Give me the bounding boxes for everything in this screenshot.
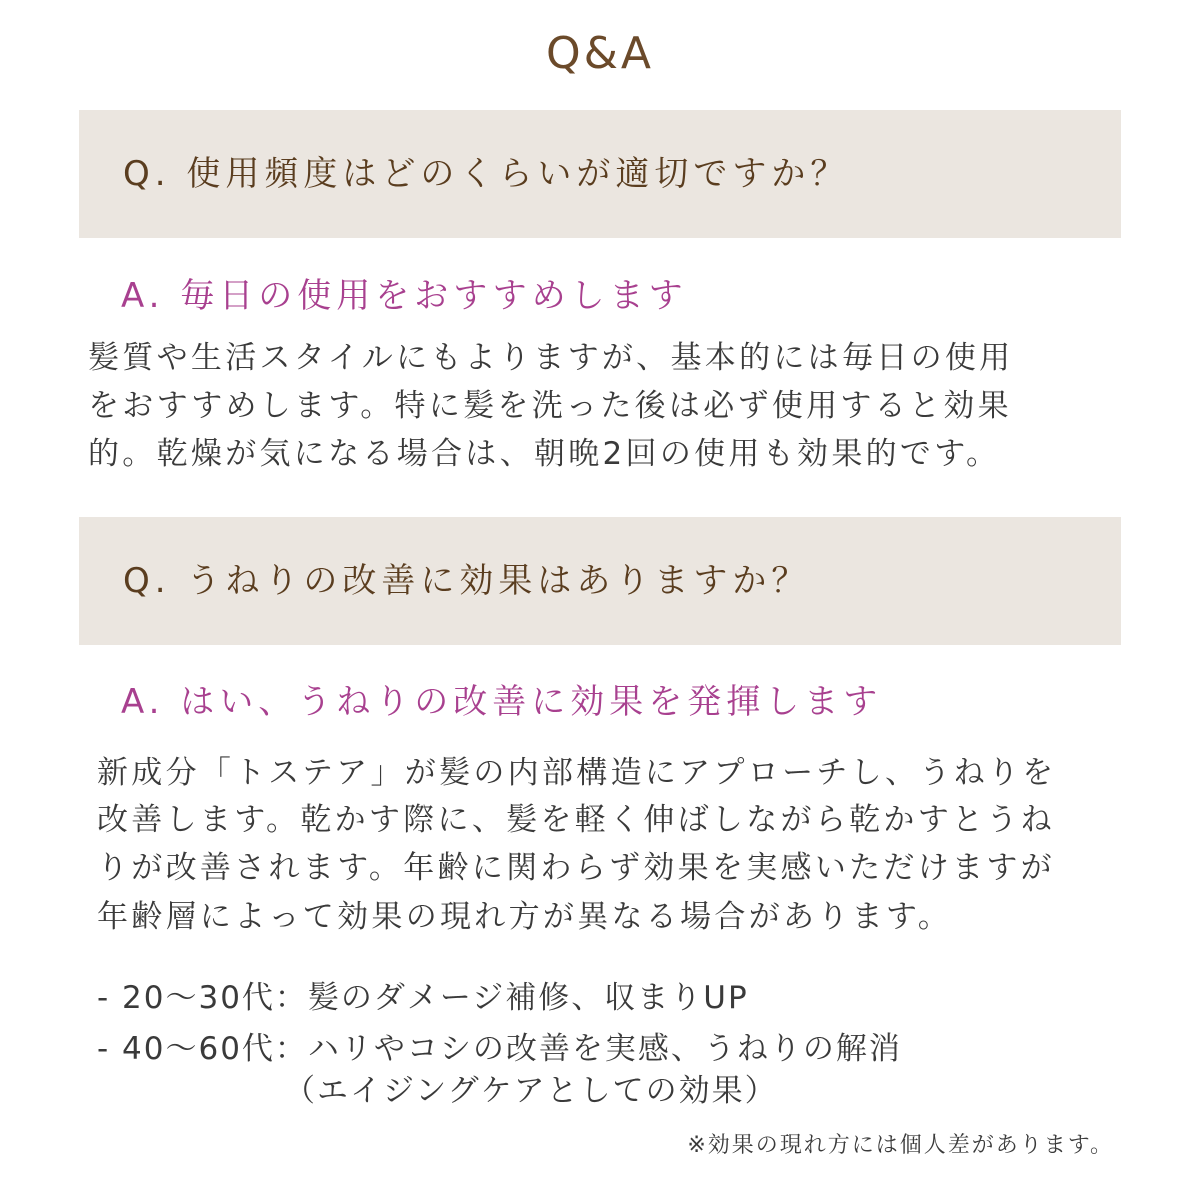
question-1-text: Q. 使用頻度はどのくらいが適切ですか？: [123, 154, 850, 194]
list-item-2: - 40〜60代：ハリやコシの改善を実感、うねりの解消: [97, 1031, 902, 1067]
answer-2-line-3: りが改善されます。年齢に関わらず効果を実感いただけますが: [97, 850, 1055, 886]
answer-2-line-1: 新成分「トステア」が髪の内部構造にアプローチし、うねりを: [97, 755, 1057, 791]
answer-1-line-3: 的。乾燥が気になる場合は、朝晩2回の使用も効果的です。: [88, 436, 1001, 472]
answer-1-line-1: 髪質や生活スタイルにもよりますが、基本的には毎日の使用: [88, 340, 1014, 376]
footnote: ※効果の現れ方には個人差があります。: [687, 1133, 1114, 1158]
list-item-1: - 20〜30代：髪のダメージ補修、収まりUP: [97, 980, 749, 1016]
question-band-2: [79, 517, 1121, 645]
list-item-2-note: （エイジングケアとしての効果）: [284, 1073, 778, 1109]
answer-2-line-2: 改善します。乾かす際に、髪を軽く伸ばしながら乾かすとうね: [97, 802, 1055, 838]
answer-1-line-2: をおすすめします。特に髪を洗った後は必ず使用すると効果: [88, 388, 1012, 424]
answer-1-heading: A. 毎日の使用をおすすめします: [121, 276, 688, 316]
question-2-text: Q. うねりの改善に効果はありますか？: [123, 561, 811, 601]
question-band-1: [79, 110, 1121, 238]
page-title: Q&A: [545, 28, 655, 79]
answer-2-heading: A. はい、うねりの改善に効果を発揮します: [121, 682, 883, 722]
answer-2-line-4: 年齢層によって効果の現れ方が異なる場合があります。: [97, 899, 953, 935]
